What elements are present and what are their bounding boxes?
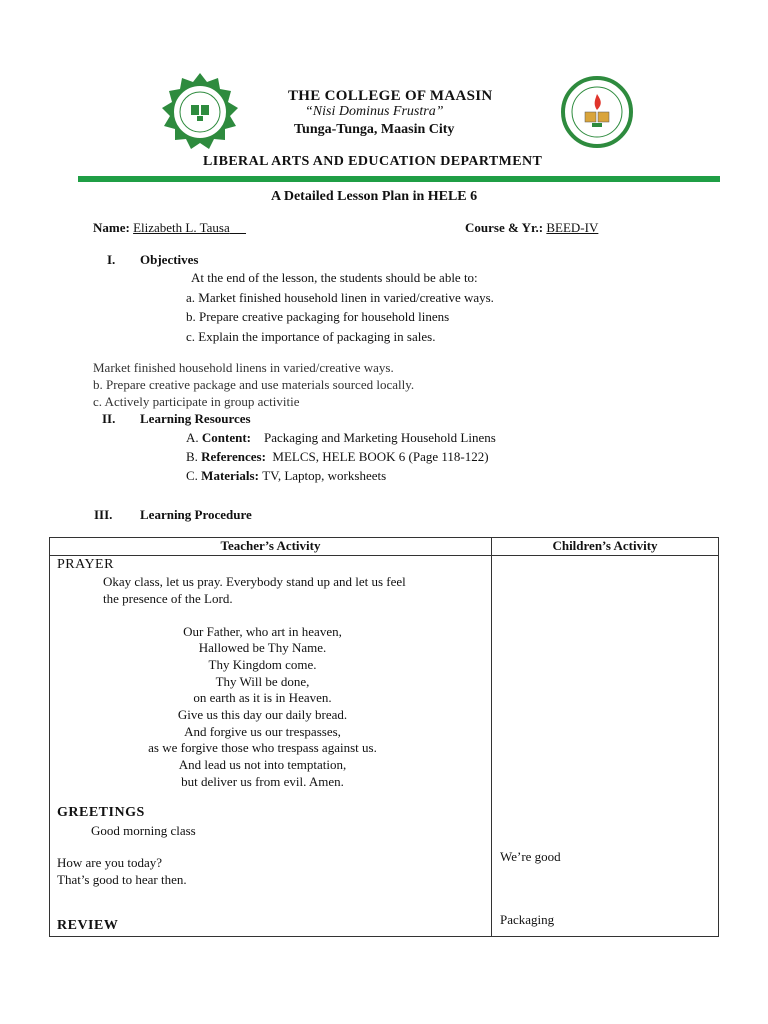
header-divider: [78, 176, 720, 182]
extra-line: c. Actively participate in group activitie: [93, 394, 300, 409]
resource-prefix: B.: [186, 449, 198, 464]
name-value: Elizabeth L. Tausa: [133, 220, 230, 235]
college-motto: “Nisi Dominus Frustra”: [305, 104, 444, 119]
greetings-line: Good morning class: [91, 823, 196, 838]
procedure-table: [49, 537, 719, 937]
children-activity-header: Children’s Activity: [492, 538, 719, 556]
child-response: We’re good: [500, 849, 561, 864]
resource-materials: [186, 468, 386, 484]
prayer-line: Our Father, who art in heaven,: [183, 624, 342, 639]
prayer-line: on earth as it is in Heaven.: [193, 690, 332, 705]
resource-references: [186, 449, 489, 465]
department-seal-logo: [557, 76, 637, 148]
course-row: [465, 220, 598, 236]
procedure-heading: Learning Procedure: [140, 507, 252, 522]
resource-value: TV, Laptop, worksheets: [262, 468, 387, 483]
resource-prefix: A.: [186, 430, 199, 445]
resource-prefix: C.: [186, 468, 198, 483]
prayer-line: but deliver us from evil. Amen.: [181, 774, 344, 789]
prayer-intro: Okay class, let us pray. Everybody stand up and let us feel: [103, 574, 406, 589]
objectives-intro: At the end of the lesson, the students should be able to:: [191, 270, 478, 285]
prayer-line: Thy Kingdom come.: [208, 657, 317, 672]
resource-value: MELCS, HELE BOOK 6 (Page 118-122): [272, 449, 489, 464]
procedure-number: III.: [94, 507, 113, 522]
objective-item: a. Market finished household linen in varied/creative ways.: [186, 290, 494, 305]
resource-label: Content:: [201, 430, 251, 445]
college-name: THE COLLEGE OF MAASIN: [288, 88, 493, 104]
children-activity-cell: [492, 556, 719, 937]
table-header-row: [50, 538, 719, 556]
resource-label: Materials:: [201, 468, 259, 483]
college-seal-logo: [160, 72, 240, 152]
teacher-activity-header: Teacher’s Activity: [50, 538, 492, 556]
course-value: BEED-IV: [546, 220, 599, 235]
college-address: Tunga-Tunga, Maasin City: [294, 122, 455, 137]
prayer-heading: PRAYER: [57, 557, 114, 572]
extra-line: b. Prepare creative package and use materials sourced locally.: [93, 377, 415, 392]
name-row: [93, 220, 246, 236]
prayer-line: Give us this day our daily bread.: [177, 707, 348, 722]
objective-item: b. Prepare creative packaging for household linens: [186, 309, 450, 324]
name-underline: [230, 220, 246, 235]
resource-content: [186, 430, 496, 446]
prayer-line: And lead us not into temptation,: [178, 757, 347, 772]
child-response: Packaging: [500, 912, 555, 927]
table-row: [50, 556, 719, 937]
objectives-number: I.: [107, 252, 116, 267]
name-label: Name:: [93, 220, 130, 235]
resources-number: II.: [102, 411, 116, 426]
department-name: LIBERAL ARTS AND EDUCATION DEPARTMENT: [203, 154, 543, 169]
resources-heading: Learning Resources: [140, 411, 251, 426]
objectives-heading: Objectives: [140, 252, 199, 267]
prayer-line: Hallowed be Thy Name.: [198, 640, 327, 655]
resource-value: Packaging and Marketing Household Linens: [264, 430, 496, 445]
prayer-line: Thy Will be done,: [215, 674, 310, 689]
teacher-activity-cell: [50, 556, 492, 937]
prayer-line: as we forgive those who trespass against us.: [148, 740, 377, 755]
prayer-line: And forgive us our trespasses,: [184, 724, 341, 739]
teacher-reply: That’s good to hear then.: [57, 872, 187, 887]
objective-item: c. Explain the importance of packaging in sales.: [186, 329, 436, 344]
review-heading: REVIEW: [57, 918, 119, 933]
extra-line: Market finished household linens in varied/creative ways.: [93, 360, 394, 375]
resource-label: References:: [201, 449, 266, 464]
teacher-question: How are you today?: [57, 855, 163, 870]
course-label: Course & Yr.:: [465, 220, 544, 235]
prayer-intro: the presence of the Lord.: [103, 591, 233, 606]
document-title: A Detailed Lesson Plan in HELE 6: [271, 189, 478, 204]
greetings-heading: GREETINGS: [57, 805, 145, 820]
